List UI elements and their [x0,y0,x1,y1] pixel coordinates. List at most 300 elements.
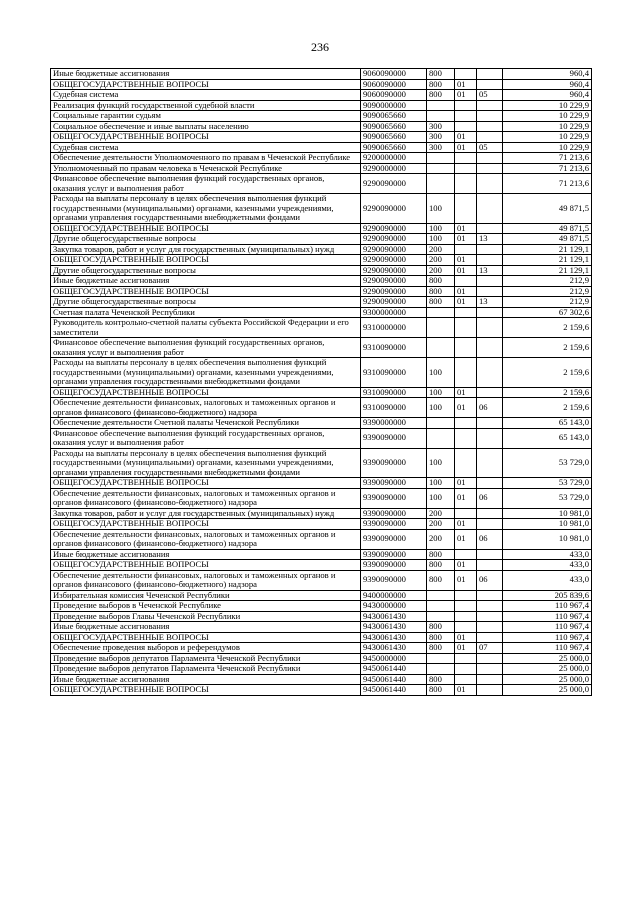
row-csr-cell: 9390090000 [361,488,427,508]
row-csr-cell: 9450061440 [361,685,427,696]
row-name-cell: ОБЩЕГОСУДАРСТВЕННЫЕ ВОПРОСЫ [51,685,361,696]
row-vr-cell: 200 [427,529,455,549]
row-rz-cell: 01 [455,132,477,143]
row-vr-cell: 800 [427,79,455,90]
row-rz-cell [455,418,477,429]
row-csr-cell: 9450061440 [361,674,427,685]
row-csr-cell: 9090065660 [361,132,427,143]
table-row [51,549,592,560]
row-pr-cell: 06 [477,398,503,418]
row-csr-cell: 9450000000 [361,653,427,664]
row-pr-cell [477,653,503,664]
row-csr-cell: 9290090000 [361,244,427,255]
row-vr-cell: 300 [427,132,455,143]
row-name-cell: Другие общегосударственные вопросы [51,265,361,276]
row-vr-cell: 100 [427,398,455,418]
table-row [51,276,592,287]
row-csr-cell: 9090000000 [361,100,427,111]
row-csr-cell: 9450061440 [361,664,427,675]
row-pr-cell [477,601,503,612]
row-rz-cell: 01 [455,529,477,549]
row-name-cell: ОБЩЕГОСУДАРСТВЕННЫЕ ВОПРОСЫ [51,79,361,90]
row-pr-cell [477,674,503,685]
row-pr-cell [477,153,503,164]
page-number: 236 [311,40,329,54]
row-name-cell: Иные бюджетные ассигнования [51,549,361,560]
row-name-cell: Проведение выборов Главы Чеченской Республики [51,611,361,622]
table-row [51,265,592,276]
row-name-cell: Закупка товаров, работ и услуг для государственных (муниципальных) нужд [51,508,361,519]
row-name-cell: ОБЩЕГОСУДАРСТВЕННЫЕ ВОПРОСЫ [51,132,361,143]
row-name-cell: Избирательная комиссия Чеченской Республики [51,590,361,601]
row-csr-cell: 9390090000 [361,560,427,571]
row-sum-cell: 10 229,9 [503,132,592,143]
row-sum-cell: 110 967,4 [503,632,592,643]
row-rz-cell [455,358,477,388]
row-vr-cell: 100 [427,194,455,224]
row-vr-cell [427,418,455,429]
row-pr-cell: 13 [477,234,503,245]
row-sum-cell: 10 229,9 [503,111,592,122]
row-vr-cell [427,664,455,675]
row-name-cell: ОБЩЕГОСУДАРСТВЕННЫЕ ВОПРОСЫ [51,387,361,398]
row-pr-cell [477,560,503,571]
row-vr-cell: 800 [427,69,455,80]
row-rz-cell [455,601,477,612]
row-pr-cell: 13 [477,265,503,276]
table-row [51,508,592,519]
row-name-cell: Финансовое обеспечение выполнения функций государственных органов, оказания услуг и выполнения работ [51,428,361,448]
row-vr-cell: 800 [427,549,455,560]
row-name-cell: Социальные гарантии судьям [51,111,361,122]
row-pr-cell [477,100,503,111]
row-rz-cell [455,174,477,194]
table-row [51,398,592,418]
table-row [51,111,592,122]
row-sum-cell: 71 213,6 [503,153,592,164]
row-rz-cell [455,428,477,448]
row-csr-cell: 9290000000 [361,163,427,174]
row-vr-cell: 800 [427,90,455,101]
row-csr-cell: 9310000000 [361,318,427,338]
row-pr-cell: 13 [477,297,503,308]
row-vr-cell: 800 [427,643,455,654]
row-pr-cell [477,318,503,338]
row-sum-cell: 21 129,1 [503,265,592,276]
table-row [51,174,592,194]
row-csr-cell: 9390090000 [361,519,427,530]
row-csr-cell: 9390090000 [361,508,427,519]
row-name-cell: Другие общегосударственные вопросы [51,297,361,308]
row-rz-cell: 01 [455,643,477,654]
table-row [51,418,592,429]
row-rz-cell: 01 [455,255,477,266]
row-name-cell: ОБЩЕГОСУДАРСТВЕННЫЕ ВОПРОСЫ [51,478,361,489]
row-vr-cell: 200 [427,519,455,530]
table-row [51,428,592,448]
row-sum-cell: 433,0 [503,570,592,590]
table-row [51,69,592,80]
row-name-cell: Реализация функций государственной судебной власти [51,100,361,111]
row-rz-cell [455,611,477,622]
row-rz-cell: 01 [455,632,477,643]
table-row [51,90,592,101]
row-csr-cell: 9310090000 [361,338,427,358]
row-vr-cell: 200 [427,265,455,276]
row-csr-cell: 9300000000 [361,307,427,318]
row-vr-cell: 800 [427,632,455,643]
row-name-cell: Обеспечение деятельности финансовых, налоговых и таможенных органов и органов финансового (финансово-бюджетного) надзора [51,570,361,590]
row-rz-cell [455,121,477,132]
table-row [51,132,592,143]
table-row [51,570,592,590]
table-row [51,387,592,398]
row-pr-cell [477,478,503,489]
row-sum-cell: 53 729,0 [503,478,592,489]
row-csr-cell: 9290090000 [361,297,427,308]
table-row [51,194,592,224]
row-vr-cell [427,338,455,358]
row-vr-cell: 800 [427,297,455,308]
row-pr-cell [477,685,503,696]
row-sum-cell: 10 981,0 [503,519,592,530]
table-row [51,318,592,338]
table-row [51,153,592,164]
row-name-cell: Руководитель контрольно-счетной палаты субъекта Российской Федерации и его заместители [51,318,361,338]
row-name-cell: Проведение выборов депутатов Парламента Чеченской Республики [51,664,361,675]
row-name-cell: Иные бюджетные ассигнования [51,276,361,287]
row-sum-cell: 53 729,0 [503,448,592,478]
row-name-cell: ОБЩЕГОСУДАРСТВЕННЫЕ ВОПРОСЫ [51,223,361,234]
table-row [51,79,592,90]
row-name-cell: Социальное обеспечение и иные выплаты населению [51,121,361,132]
table-row [51,163,592,174]
row-name-cell: Расходы на выплаты персоналу в целях обеспечения выполнения функций государственными (муниципальными) органами, казенными учреждениями, органами управления государственными внебюджетными фондами [51,194,361,224]
row-pr-cell [477,611,503,622]
row-name-cell: Расходы на выплаты персоналу в целях обеспечения выполнения функций государственными (муниципальными) органами, казенными учреждениями, органами управления государственными внебюджетными фондами [51,358,361,388]
row-rz-cell: 01 [455,478,477,489]
row-sum-cell: 49 871,5 [503,223,592,234]
row-vr-cell [427,163,455,174]
row-rz-cell: 01 [455,142,477,153]
row-rz-cell: 01 [455,387,477,398]
row-pr-cell [477,632,503,643]
row-pr-cell: 05 [477,90,503,101]
table-row [51,338,592,358]
row-rz-cell [455,448,477,478]
row-vr-cell: 200 [427,508,455,519]
row-sum-cell: 212,9 [503,297,592,308]
row-sum-cell: 25 000,0 [503,653,592,664]
row-csr-cell: 9290090000 [361,265,427,276]
row-name-cell: Иные бюджетные ассигнования [51,69,361,80]
row-pr-cell [477,418,503,429]
table-row [51,297,592,308]
row-name-cell: Проведение выборов в Чеченской Республике [51,601,361,612]
row-pr-cell: 06 [477,570,503,590]
row-rz-cell: 01 [455,265,477,276]
row-pr-cell [477,358,503,388]
row-sum-cell: 2 159,6 [503,398,592,418]
row-vr-cell: 200 [427,255,455,266]
table-row [51,632,592,643]
row-rz-cell [455,307,477,318]
row-vr-cell [427,590,455,601]
row-pr-cell: 06 [477,488,503,508]
row-sum-cell: 10 981,0 [503,508,592,519]
row-pr-cell [477,121,503,132]
row-vr-cell: 100 [427,223,455,234]
row-rz-cell: 01 [455,79,477,90]
row-name-cell: Обеспечение деятельности финансовых, налоговых и таможенных органов и органов финансового (финансово-бюджетного) надзора [51,529,361,549]
row-sum-cell: 10 229,9 [503,142,592,153]
row-pr-cell [477,132,503,143]
row-rz-cell: 01 [455,560,477,571]
row-rz-cell [455,69,477,80]
row-rz-cell [455,674,477,685]
table-row [51,223,592,234]
row-pr-cell [477,79,503,90]
row-rz-cell: 01 [455,90,477,101]
row-sum-cell: 10 229,9 [503,121,592,132]
row-vr-cell: 100 [427,448,455,478]
row-pr-cell [477,428,503,448]
row-name-cell: Иные бюджетные ассигнования [51,674,361,685]
row-sum-cell: 10 229,9 [503,100,592,111]
row-pr-cell [477,276,503,287]
table-row [51,622,592,633]
row-name-cell: Обеспечение деятельности Счетной палаты Чеченской Республики [51,418,361,429]
row-pr-cell [477,664,503,675]
row-csr-cell: 9430061430 [361,622,427,633]
row-vr-cell: 200 [427,244,455,255]
row-sum-cell: 212,9 [503,286,592,297]
row-name-cell: ОБЩЕГОСУДАРСТВЕННЫЕ ВОПРОСЫ [51,560,361,571]
row-pr-cell: 05 [477,142,503,153]
budget-table [50,68,592,696]
row-vr-cell: 100 [427,488,455,508]
row-sum-cell: 2 159,6 [503,387,592,398]
row-pr-cell [477,69,503,80]
row-vr-cell: 100 [427,234,455,245]
row-sum-cell: 21 129,1 [503,255,592,266]
row-csr-cell: 9390090000 [361,570,427,590]
row-csr-cell: 9390000000 [361,418,427,429]
row-vr-cell: 800 [427,622,455,633]
row-vr-cell: 800 [427,685,455,696]
row-rz-cell [455,508,477,519]
row-csr-cell: 9430061430 [361,611,427,622]
row-pr-cell [477,448,503,478]
row-csr-cell: 9060090000 [361,69,427,80]
row-vr-cell [427,153,455,164]
row-rz-cell: 01 [455,286,477,297]
row-name-cell: Обеспечение деятельности финансовых, налоговых и таможенных органов и органов финансового (финансово-бюджетного) надзора [51,398,361,418]
row-sum-cell: 67 302,6 [503,307,592,318]
row-vr-cell: 800 [427,276,455,287]
row-csr-cell: 9310090000 [361,358,427,388]
row-csr-cell: 9390090000 [361,428,427,448]
row-name-cell: Счетная палата Чеченской Республики [51,307,361,318]
row-sum-cell: 110 967,4 [503,643,592,654]
row-rz-cell: 01 [455,519,477,530]
row-pr-cell [477,307,503,318]
row-rz-cell: 01 [455,685,477,696]
row-pr-cell [477,286,503,297]
row-csr-cell: 9290090000 [361,234,427,245]
row-vr-cell: 100 [427,358,455,388]
table-row [51,664,592,675]
table-row [51,100,592,111]
row-rz-cell [455,622,477,633]
row-sum-cell: 25 000,0 [503,685,592,696]
row-vr-cell [427,428,455,448]
row-sum-cell: 205 839,6 [503,590,592,601]
row-pr-cell [477,163,503,174]
row-pr-cell [477,174,503,194]
row-csr-cell: 9310090000 [361,387,427,398]
row-name-cell: ОБЩЕГОСУДАРСТВЕННЫЕ ВОПРОСЫ [51,255,361,266]
row-csr-cell: 9310090000 [361,398,427,418]
row-name-cell: Финансовое обеспечение выполнения функций государственных органов, оказания услуг и выполнения работ [51,338,361,358]
row-pr-cell [477,387,503,398]
row-name-cell: Судебная система [51,90,361,101]
row-vr-cell [427,100,455,111]
row-rz-cell [455,244,477,255]
table-row [51,519,592,530]
row-rz-cell [455,549,477,560]
row-name-cell: Расходы на выплаты персоналу в целях обеспечения выполнения функций государственными (муниципальными) органами, казенными учреждениями, органами управления государственными внебюджетными фондами [51,448,361,478]
row-csr-cell: 9290090000 [361,276,427,287]
row-vr-cell [427,653,455,664]
row-pr-cell [477,194,503,224]
row-csr-cell: 9390090000 [361,549,427,560]
row-rz-cell: 01 [455,398,477,418]
row-rz-cell [455,163,477,174]
row-vr-cell: 100 [427,387,455,398]
row-sum-cell: 71 213,6 [503,163,592,174]
row-csr-cell: 9290090000 [361,255,427,266]
row-vr-cell [427,111,455,122]
row-pr-cell [477,338,503,358]
row-sum-cell: 49 871,5 [503,234,592,245]
row-name-cell: Обеспечение деятельности Уполномоченного по правам в Чеченской Республике [51,153,361,164]
table-row [51,142,592,153]
table-row [51,685,592,696]
row-vr-cell [427,174,455,194]
row-sum-cell: 960,4 [503,69,592,80]
row-csr-cell: 9090065660 [361,121,427,132]
row-sum-cell: 2 159,6 [503,318,592,338]
row-csr-cell: 9390090000 [361,478,427,489]
row-name-cell: ОБЩЕГОСУДАРСТВЕННЫЕ ВОПРОСЫ [51,519,361,530]
row-vr-cell [427,307,455,318]
row-rz-cell: 01 [455,297,477,308]
row-csr-cell: 9090065660 [361,142,427,153]
row-rz-cell: 01 [455,488,477,508]
row-vr-cell [427,601,455,612]
row-csr-cell: 9290090000 [361,174,427,194]
row-csr-cell: 9430000000 [361,601,427,612]
row-rz-cell [455,111,477,122]
row-rz-cell [455,100,477,111]
table-row [51,478,592,489]
row-sum-cell: 25 000,0 [503,664,592,675]
row-name-cell: Проведение выборов депутатов Парламента Чеченской Республики [51,653,361,664]
row-rz-cell [455,194,477,224]
row-rz-cell [455,338,477,358]
row-csr-cell: 9290090000 [361,223,427,234]
table-row [51,590,592,601]
row-pr-cell [477,508,503,519]
row-rz-cell [455,276,477,287]
row-pr-cell [477,622,503,633]
row-csr-cell: 9290090000 [361,286,427,297]
table-row [51,529,592,549]
table-row [51,674,592,685]
row-pr-cell [477,244,503,255]
row-sum-cell: 212,9 [503,276,592,287]
row-rz-cell: 01 [455,570,477,590]
row-csr-cell: 9090065660 [361,111,427,122]
row-rz-cell: 01 [455,234,477,245]
row-sum-cell: 53 729,0 [503,488,592,508]
row-vr-cell: 300 [427,142,455,153]
row-csr-cell: 9290090000 [361,194,427,224]
table-row [51,560,592,571]
row-csr-cell: 9430061430 [361,632,427,643]
row-sum-cell: 10 981,0 [503,529,592,549]
row-vr-cell [427,611,455,622]
row-sum-cell: 960,4 [503,79,592,90]
row-vr-cell [427,318,455,338]
row-pr-cell [477,223,503,234]
row-pr-cell [477,590,503,601]
row-name-cell: Обеспечение деятельности финансовых, налоговых и таможенных органов и органов финансового (финансово-бюджетного) надзора [51,488,361,508]
table-row [51,643,592,654]
row-vr-cell: 800 [427,570,455,590]
table-row [51,358,592,388]
row-rz-cell [455,318,477,338]
table-row [51,244,592,255]
row-sum-cell: 65 143,0 [503,428,592,448]
row-sum-cell: 433,0 [503,549,592,560]
row-sum-cell: 433,0 [503,560,592,571]
row-sum-cell: 65 143,0 [503,418,592,429]
table-row [51,653,592,664]
row-vr-cell: 800 [427,674,455,685]
row-sum-cell: 21 129,1 [503,244,592,255]
row-name-cell: Иные бюджетные ассигнования [51,622,361,633]
row-sum-cell: 25 000,0 [503,674,592,685]
row-name-cell: Уполномоченный по правам человека в Чеченской Республике [51,163,361,174]
table-row [51,255,592,266]
row-pr-cell [477,549,503,560]
row-sum-cell: 110 967,4 [503,611,592,622]
row-vr-cell: 800 [427,286,455,297]
row-csr-cell: 9200000000 [361,153,427,164]
row-pr-cell: 07 [477,643,503,654]
row-csr-cell: 9400000000 [361,590,427,601]
table-row [51,601,592,612]
row-sum-cell: 71 213,6 [503,174,592,194]
row-csr-cell: 9390090000 [361,448,427,478]
table-row [51,121,592,132]
row-rz-cell: 01 [455,223,477,234]
row-pr-cell [477,255,503,266]
row-name-cell: Другие общегосударственные вопросы [51,234,361,245]
table-row [51,488,592,508]
